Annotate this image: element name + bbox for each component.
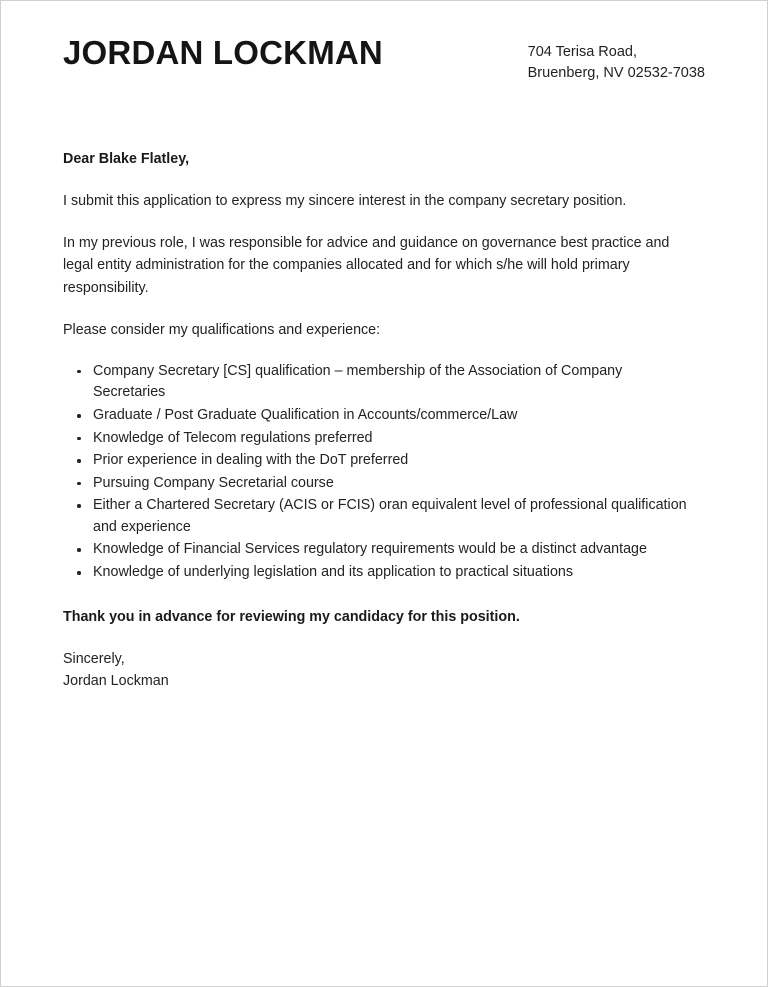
qualifications-list bbox=[63, 361, 698, 584]
list-item: Company Secretary [CS] qualification – membership of the Association of Company Secretaries bbox=[63, 361, 698, 404]
signature-block bbox=[63, 648, 705, 692]
list-item: Graduate / Post Graduate Qualification in Accounts/commerce/Law bbox=[63, 405, 698, 427]
list-item: Knowledge of Financial Services regulatory requirements would be a distinct advantage bbox=[63, 539, 698, 561]
letter-body bbox=[63, 148, 705, 692]
list-item: Knowledge of underlying legislation and its application to practical situations bbox=[63, 562, 698, 584]
closing-thanks: Thank you in advance for reviewing my candidacy for this position. bbox=[63, 608, 520, 625]
sender-name: JORDAN LOCKMAN bbox=[63, 34, 383, 71]
closing-line: Sincerely, bbox=[63, 650, 125, 667]
signature-name: Jordan Lockman bbox=[63, 672, 169, 689]
intro-paragraph: I submit this application to express my sincere interest in the company secretary position. bbox=[63, 193, 627, 210]
sender-address-block bbox=[528, 35, 705, 85]
letter-sheet bbox=[1, 1, 767, 692]
list-item: Pursuing Company Secretarial course bbox=[63, 473, 698, 495]
list-item: Prior experience in dealing with the DoT preferred bbox=[63, 450, 698, 472]
list-item: Either a Chartered Secretary (ACIS or FCIS) oran equivalent level of professional qualification and experience bbox=[63, 495, 698, 538]
letter-header bbox=[63, 1, 705, 85]
sender-address-line-2: Bruenberg, NV 02532-7038 bbox=[527, 65, 705, 82]
body-paragraph: In my previous role, I was responsible for advice and guidance on governance best practice and legal entity administration for the companies allocated and for which s/he will hold primary responsibility. bbox=[63, 235, 670, 296]
salutation: Dear Blake Flatley, bbox=[63, 150, 190, 167]
list-item: Knowledge of Telecom regulations preferred bbox=[63, 428, 698, 450]
qualifications-intro: Please consider my qualifications and experience: bbox=[63, 321, 381, 338]
sender-address-line-1: 704 Terisa Road, bbox=[527, 44, 637, 60]
